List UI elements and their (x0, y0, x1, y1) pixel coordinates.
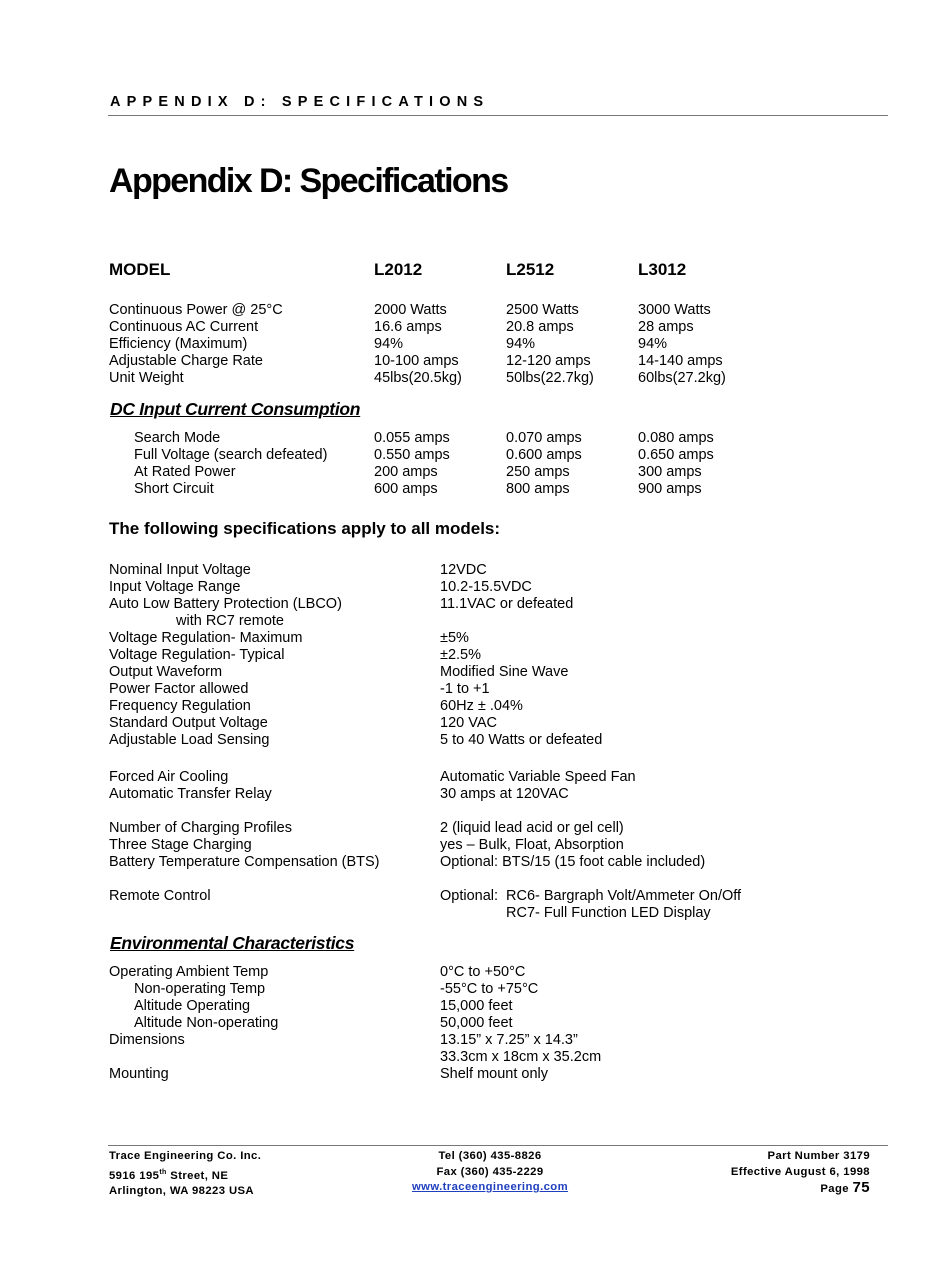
spec-label: Short Circuit (134, 481, 214, 497)
footer-company: Trace Engineering Co. Inc. (109, 1150, 262, 1162)
spec-value: 2500 Watts (506, 302, 579, 318)
spec-value: 800 amps (506, 481, 570, 497)
spec-value: 50,000 feet (440, 1015, 513, 1031)
footer-fax: Fax (360) 435-2229 (436, 1165, 544, 1178)
spec-label: Full Voltage (search defeated) (134, 447, 328, 463)
spec-value: 45lbs(20.5kg) (374, 370, 462, 386)
spec-label: Operating Ambient Temp (109, 964, 269, 980)
spec-label: Remote Control (109, 888, 211, 904)
spec-label: Altitude Non-operating (134, 1015, 279, 1031)
footer-part-number: Part Number 3179 (767, 1150, 870, 1162)
footer-street (109, 1165, 261, 1184)
spec-value: 0.080 amps (638, 430, 714, 446)
spec-label: Non-operating Temp (134, 981, 266, 997)
spec-label: Three Stage Charging (109, 837, 252, 853)
footer-street-rest: Street, NE (166, 1169, 229, 1182)
spec-label: Battery Temperature Compensation (BTS) (109, 854, 380, 870)
spec-value: 250 amps (506, 464, 570, 480)
spec-value: RC7- Full Function LED Display (506, 905, 711, 921)
spec-value: 200 amps (374, 464, 438, 480)
spec-value: Shelf mount only (440, 1066, 549, 1082)
spec-label: Unit Weight (109, 370, 184, 386)
spec-value: -1 to +1 (440, 681, 490, 697)
footer-effective-date: Effective August 6, 1998 (730, 1165, 870, 1178)
footer-tel: Tel (360) 435-8826 (438, 1150, 542, 1162)
page-number: 75 (852, 1179, 870, 1196)
spec-value: 0.055 amps (374, 430, 450, 446)
spec-value: 94% (374, 336, 404, 352)
spec-value: 13.15” x 7.25” x 14.3” (440, 1032, 578, 1048)
spec-value: 10-100 amps (374, 353, 459, 369)
footer-street-number: 5916 195 (109, 1169, 160, 1182)
spec-label: Continuous AC Current (109, 319, 259, 335)
spec-value: 28 amps (638, 319, 694, 335)
spec-value: 10.2-15.5VDC (440, 579, 532, 595)
spec-value: 600 amps (374, 481, 438, 497)
spec-label-continuation: with RC7 remote (176, 613, 284, 629)
spec-label: Auto Low Battery Protection (LBCO) (109, 596, 342, 612)
footer-contact (405, 1149, 575, 1196)
spec-value: 12VDC (440, 562, 487, 578)
model-column-header: MODEL (109, 260, 171, 279)
spec-value: -55°C to +75°C (440, 981, 539, 997)
spec-value: 33.3cm x 18cm x 35.2cm (440, 1049, 602, 1065)
footer-website-link[interactable]: www.traceengineering.com (411, 1181, 569, 1193)
spec-label: Adjustable Load Sensing (109, 732, 270, 748)
spec-label: Voltage Regulation- Typical (109, 647, 285, 663)
header-rule (108, 115, 888, 116)
spec-value-prefix: Optional: (440, 888, 499, 904)
spec-label: Forced Air Cooling (109, 769, 229, 785)
spec-value: Optional: BTS/15 (15 foot cable included) (440, 854, 706, 870)
footer-address (109, 1149, 261, 1199)
spec-value: 2 (liquid lead acid or gel cell) (440, 820, 624, 836)
spec-label: Continuous Power @ 25°C (109, 302, 283, 318)
spec-value: 60lbs(27.2kg) (638, 370, 726, 386)
spec-value: 0.070 amps (506, 430, 582, 446)
footer-rule (108, 1145, 888, 1146)
footer-page-label: Page (820, 1183, 849, 1195)
spec-label: Voltage Regulation- Maximum (109, 630, 303, 646)
spec-label: Search Mode (134, 430, 221, 446)
spec-label: Automatic Transfer Relay (109, 786, 272, 802)
spec-value: 30 amps at 120VAC (440, 786, 569, 802)
spec-label: Efficiency (Maximum) (109, 336, 248, 352)
spec-label: Power Factor allowed (109, 681, 249, 697)
spec-value: 94% (638, 336, 668, 352)
spec-value: 2000 Watts (374, 302, 447, 318)
spec-value: 50lbs(22.7kg) (506, 370, 594, 386)
spec-label: Adjustable Charge Rate (109, 353, 263, 369)
spec-value: 0.600 amps (506, 447, 582, 463)
spec-value: 16.6 amps (374, 319, 442, 335)
spec-value: 900 amps (638, 481, 702, 497)
spec-value: yes – Bulk, Float, Absorption (440, 837, 624, 853)
spec-value: 300 amps (638, 464, 702, 480)
footer-street-sup: th (159, 1168, 167, 1176)
environmental-heading: Environmental Characteristics (110, 933, 355, 953)
spec-label: Input Voltage Range (109, 579, 241, 595)
footer-city: Arlington, WA 98223 USA (109, 1184, 254, 1197)
spec-value: ±5% (440, 630, 469, 646)
spec-value: 5 to 40 Watts or defeated (440, 732, 603, 748)
spec-value: Automatic Variable Speed Fan (440, 769, 636, 785)
model-l2012-header: L2012 (374, 260, 423, 279)
spec-value: 0.550 amps (374, 447, 450, 463)
dc-input-heading: DC Input Current Consumption (110, 399, 361, 419)
running-header: APPENDIX D: SPECIFICATIONS (110, 94, 490, 110)
spec-label: Frequency Regulation (109, 698, 251, 714)
spec-label: Dimensions (109, 1032, 185, 1048)
page-title: Appendix D: Specifications (109, 162, 508, 200)
spec-value: 14-140 amps (638, 353, 723, 369)
model-l2512-header: L2512 (506, 260, 555, 279)
spec-label: Standard Output Voltage (109, 715, 268, 731)
spec-label: Mounting (109, 1066, 169, 1082)
spec-value: 120 VAC (440, 715, 497, 731)
spec-value: 12-120 amps (506, 353, 591, 369)
spec-value: ±2.5% (440, 647, 482, 663)
spec-value: 15,000 feet (440, 998, 513, 1014)
spec-value: 60Hz ± .04% (440, 698, 523, 714)
footer-part-info (690, 1149, 870, 1198)
model-l3012-header: L3012 (638, 260, 687, 279)
spec-value: RC6- Bargraph Volt/Ammeter On/Off (506, 888, 742, 904)
all-models-heading: The following specifications apply to all models: (109, 519, 501, 538)
spec-value: 0.650 amps (638, 447, 714, 463)
spec-label: Nominal Input Voltage (109, 562, 251, 578)
spec-value: 20.8 amps (506, 319, 574, 335)
spec-label: Altitude Operating (134, 998, 251, 1014)
spec-label: Output Waveform (109, 664, 223, 680)
spec-value: 3000 Watts (638, 302, 711, 318)
spec-label: Number of Charging Profiles (109, 820, 292, 836)
spec-label: At Rated Power (134, 464, 236, 480)
spec-value: 94% (506, 336, 536, 352)
spec-value: Modified Sine Wave (440, 664, 569, 680)
spec-value: 0°C to +50°C (440, 964, 526, 980)
spec-value: 11.1VAC or defeated (440, 596, 574, 612)
